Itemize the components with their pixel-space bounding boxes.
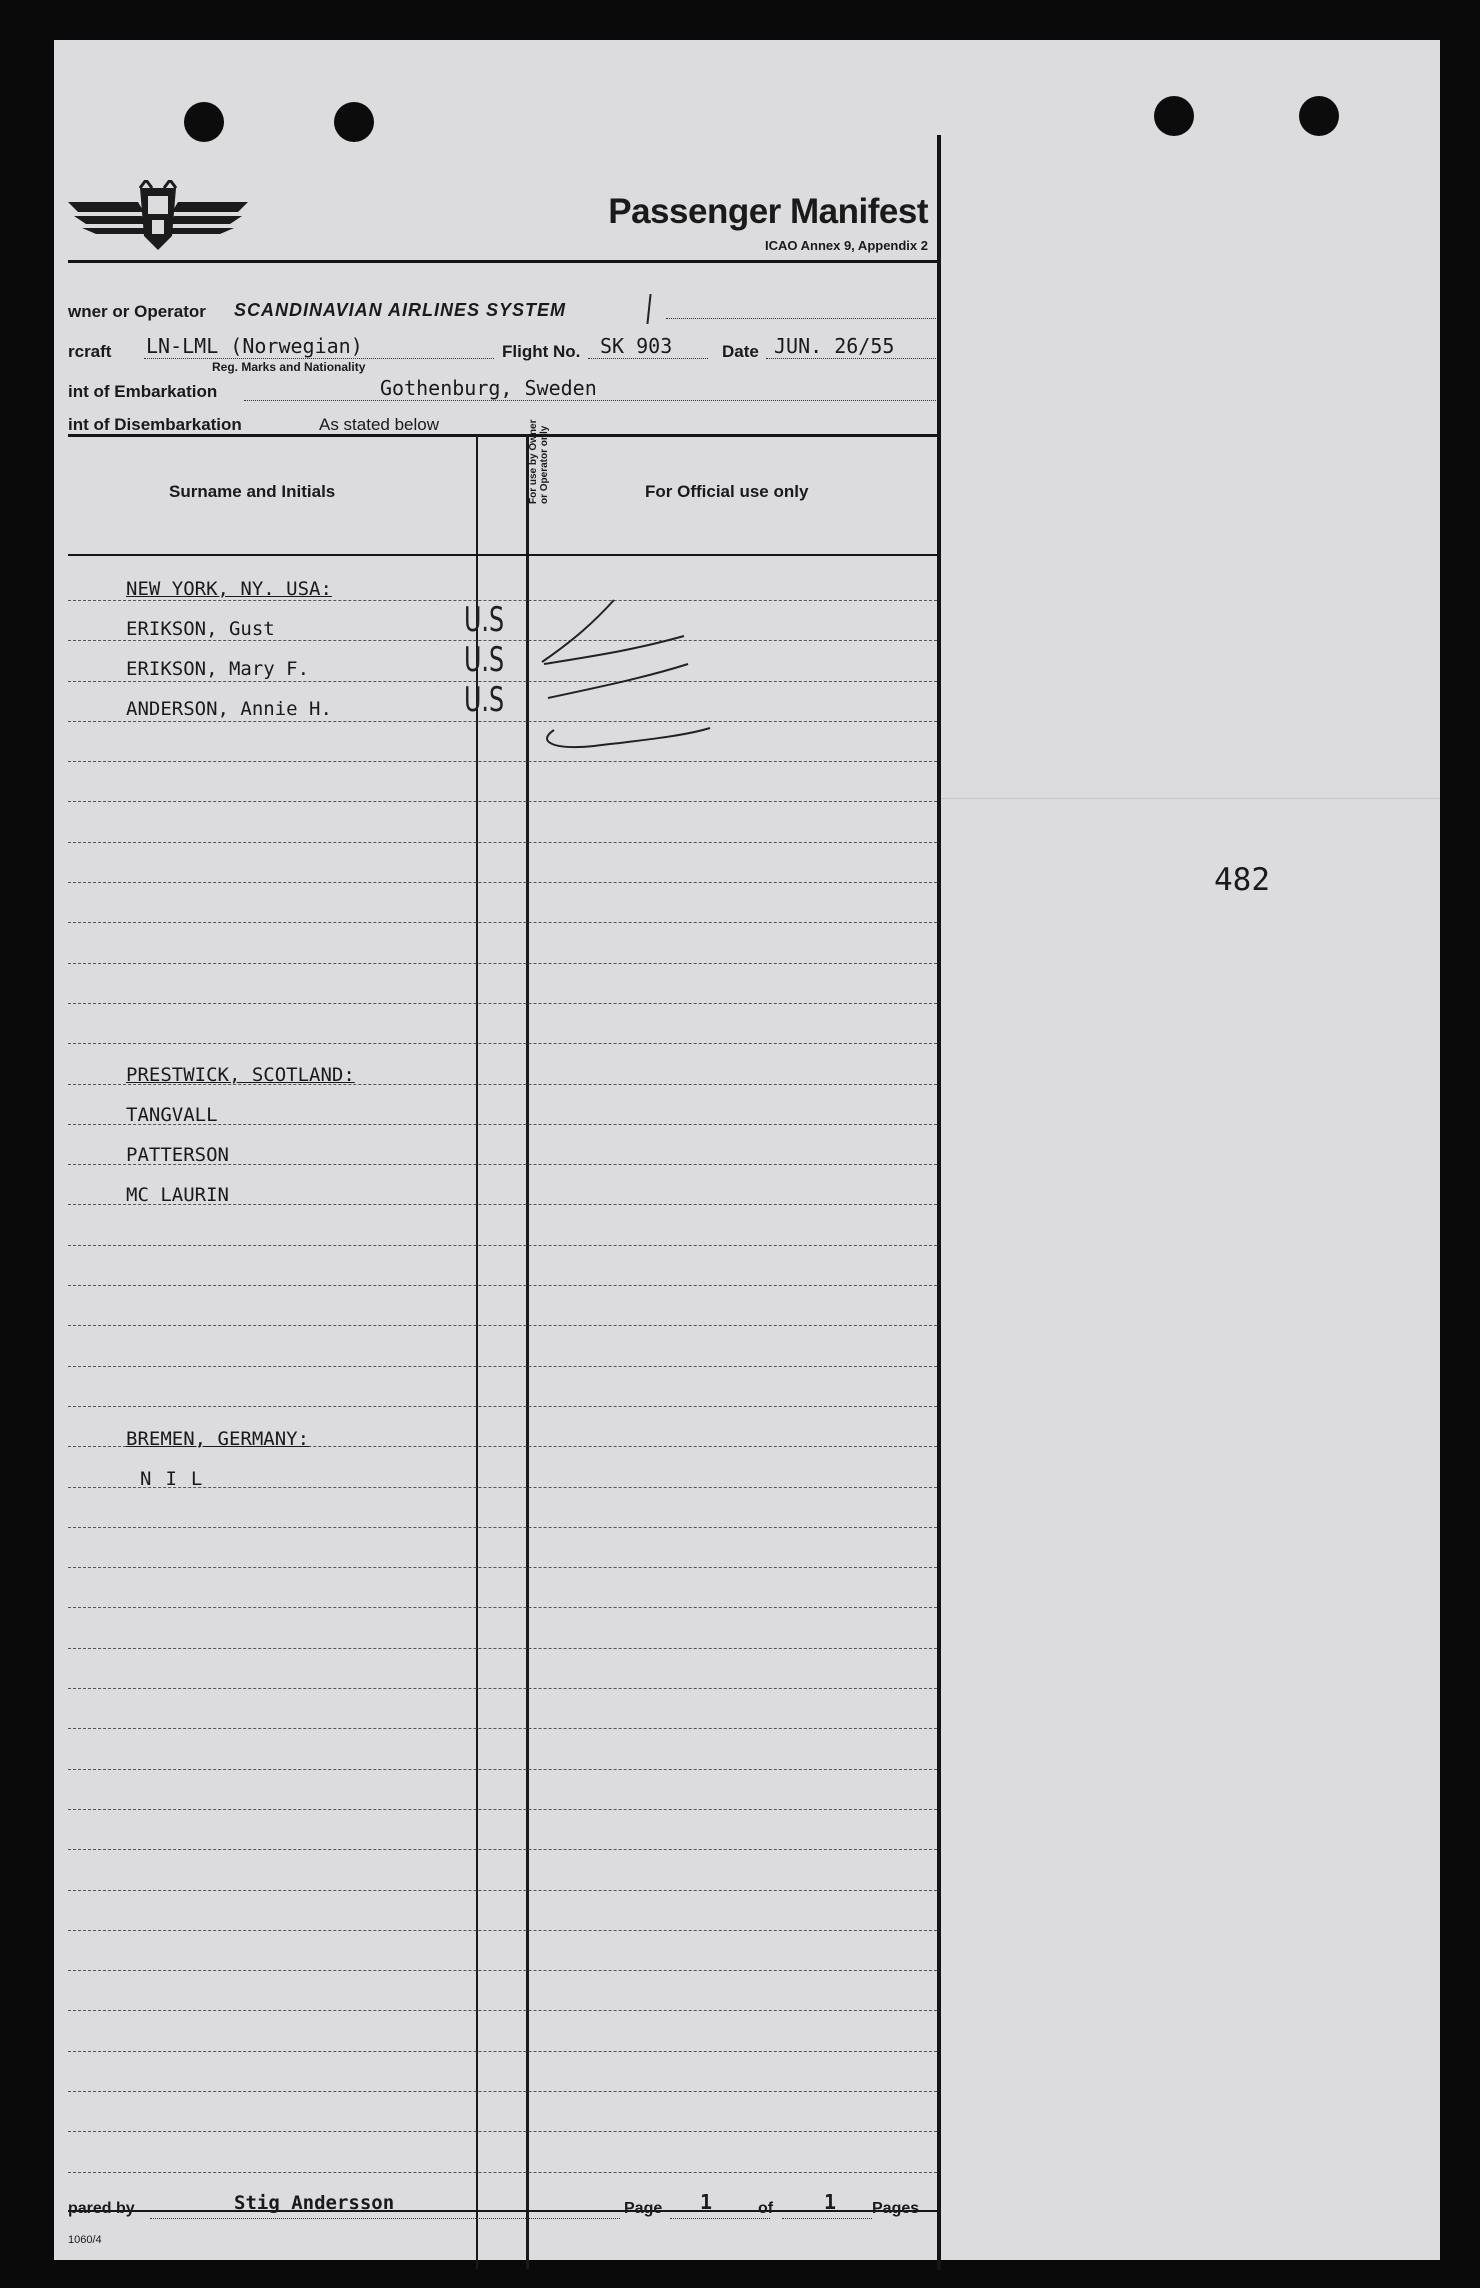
page-fold-line bbox=[937, 798, 1440, 799]
ruled-line bbox=[68, 1285, 937, 1286]
column-header-owner-use bbox=[488, 419, 568, 548]
ruled-line bbox=[68, 1970, 937, 1971]
disembark-value: As stated below bbox=[319, 415, 440, 434]
prepared-by-value: Stig Andersson bbox=[234, 2192, 395, 2214]
ruled-line bbox=[68, 922, 937, 923]
ruled-line bbox=[68, 1245, 937, 1246]
date-dotted-line bbox=[766, 358, 936, 359]
ruled-line bbox=[68, 963, 937, 964]
ruled-line bbox=[68, 1769, 937, 1770]
handwritten-us-mark: U.S bbox=[464, 600, 505, 640]
ruled-line bbox=[68, 1406, 937, 1407]
passenger-row: MC LAURIN bbox=[126, 1184, 229, 1206]
column-header-surname: Surname and Initials bbox=[169, 482, 336, 501]
aircraft-value: LN-LML (Norwegian) bbox=[146, 334, 363, 358]
prepared-by-label: pared by bbox=[68, 2200, 135, 2217]
ruled-line bbox=[68, 1527, 937, 1528]
page-right-edge bbox=[937, 135, 941, 2270]
destination-heading-bremen: BREMEN, GERMANY: bbox=[126, 1428, 310, 1450]
ruled-line bbox=[68, 1688, 937, 1689]
ruled-line bbox=[68, 882, 937, 883]
ruled-line bbox=[68, 801, 937, 802]
ruled-line bbox=[68, 761, 937, 762]
ruled-line bbox=[68, 1930, 937, 1931]
ruled-line bbox=[68, 1567, 937, 1568]
flight-value: SK 903 bbox=[600, 334, 673, 358]
punch-hole-right-2 bbox=[1299, 96, 1339, 136]
ruled-line bbox=[68, 1849, 937, 1850]
pages-label: Pages bbox=[872, 2200, 920, 2217]
handwritten-us-mark: U.S bbox=[464, 640, 505, 680]
passenger-row: ERIKSON, Gust bbox=[126, 618, 275, 640]
form-title: Passenger Manifest bbox=[608, 192, 928, 231]
ruled-line bbox=[68, 1607, 937, 1608]
aircraft-label: rcraft bbox=[68, 342, 112, 361]
prepared-by-dotted-line bbox=[150, 2218, 620, 2219]
of-label: of bbox=[758, 2200, 774, 2217]
date-value: JUN. 26/55 bbox=[774, 334, 895, 358]
ruled-line bbox=[68, 2172, 937, 2173]
ruled-line bbox=[68, 1728, 937, 1729]
owner-dotted-line bbox=[666, 318, 936, 319]
embark-value: Gothenburg, Sweden bbox=[380, 376, 597, 400]
column-header-official: For Official use only bbox=[645, 482, 809, 501]
aircraft-caption: Reg. Marks and Nationality bbox=[212, 360, 366, 374]
manifest-sheet bbox=[54, 40, 1440, 2260]
page-dotted-line bbox=[670, 2218, 770, 2219]
pages-value: 1 bbox=[824, 2190, 837, 2214]
ruled-line bbox=[68, 842, 937, 843]
ruled-line bbox=[68, 1366, 937, 1367]
column-divider-2 bbox=[526, 434, 529, 2269]
punch-hole-right-1 bbox=[1154, 96, 1194, 136]
handwritten-check-marks bbox=[534, 580, 794, 770]
embark-dotted-line bbox=[244, 400, 936, 401]
ruled-line bbox=[68, 2091, 937, 2092]
footer-rule bbox=[68, 2210, 937, 2212]
destination-heading-prestwick: PRESTWICK, SCOTLAND: bbox=[126, 1064, 355, 1086]
flight-label: Flight No. bbox=[502, 342, 581, 361]
punch-hole-left-2 bbox=[334, 102, 374, 142]
ruled-line bbox=[68, 721, 937, 722]
passenger-row: PATTERSON bbox=[126, 1144, 229, 1166]
stamp-number: 482 bbox=[1214, 862, 1270, 898]
nil-entry: NIL bbox=[140, 1468, 217, 1490]
ruled-line bbox=[68, 2051, 937, 2052]
ruled-line bbox=[68, 1003, 937, 1004]
ruled-line bbox=[68, 1043, 937, 1044]
flight-dotted-line bbox=[588, 358, 708, 359]
of-dotted-line bbox=[782, 2218, 872, 2219]
disembark-label: int of Disembarkation bbox=[68, 415, 242, 434]
passenger-row: TANGVALL bbox=[126, 1104, 218, 1126]
ruled-line bbox=[68, 1809, 937, 1810]
ruled-line bbox=[68, 2131, 937, 2132]
destination-heading-new-york: NEW YORK, NY. USA: bbox=[126, 578, 332, 600]
form-number: 1060/4 bbox=[68, 2234, 102, 2246]
form-subtitle: ICAO Annex 9, Appendix 2 bbox=[764, 238, 928, 253]
table-header-rule bbox=[68, 554, 937, 556]
ruled-line bbox=[68, 1890, 937, 1891]
page-label: Page bbox=[624, 2200, 663, 2217]
passenger-row: ANDERSON, Annie H. bbox=[126, 698, 332, 720]
aircraft-dotted-line bbox=[144, 358, 494, 359]
ruled-line bbox=[68, 1325, 937, 1326]
handwritten-us-mark: U.S bbox=[464, 680, 505, 720]
embark-label: int of Embarkation bbox=[68, 382, 218, 401]
table-top-rule bbox=[68, 434, 937, 437]
owner-label: wner or Operator bbox=[68, 302, 206, 321]
airline-logo bbox=[68, 180, 248, 252]
date-label: Date bbox=[722, 342, 759, 361]
ruled-line bbox=[68, 1648, 937, 1649]
header-rule bbox=[68, 260, 937, 263]
punch-hole-left-1 bbox=[184, 102, 224, 142]
owner-value: SCANDINAVIAN AIRLINES SYSTEM bbox=[234, 300, 567, 320]
page-value: 1 bbox=[700, 2190, 713, 2214]
ruled-line bbox=[68, 2010, 937, 2011]
passenger-row: ERIKSON, Mary F. bbox=[126, 658, 310, 680]
column-header-owner-use-text: For use by Owner or Operator only bbox=[528, 419, 550, 504]
owner-tick-mark bbox=[646, 294, 651, 324]
